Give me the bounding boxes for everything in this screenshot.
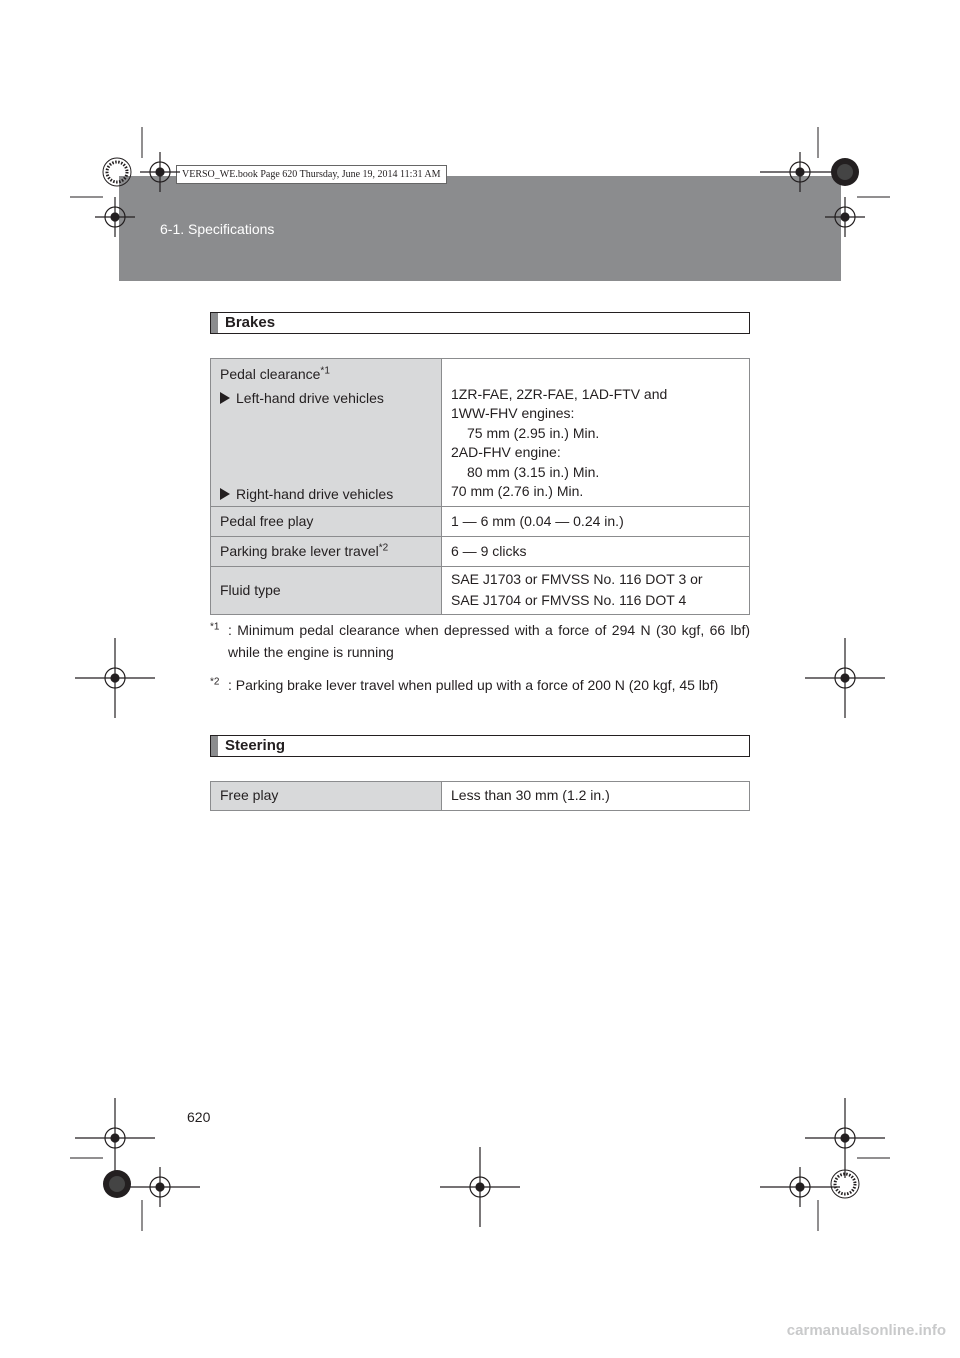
pedal-free-play-key: Pedal free play — [211, 507, 442, 537]
steering-free-play-key: Free play — [211, 782, 442, 811]
book-stamp: VERSO_WE.book Page 620 Thursday, June 19, 2014 11:31 AM — [176, 165, 447, 184]
footnote-1: $^{*1}$ : Minimum pedal clearance when depressed with a force of 294 N (30 kgf, 66 lbf) while the engine is running — [210, 621, 750, 660]
steering-heading-title: Steering — [225, 737, 286, 754]
steering-free-play-value: Less than 30 mm (1.2 in.) — [442, 782, 750, 811]
rhd-label: Right-hand drive vehicles — [220, 482, 432, 506]
section-label: 6-1. Specifications — [160, 221, 275, 237]
pedal-clearance-value: 1ZR-FAE, 2ZR-FAE, 1AD-FTV and 1WW-FHV engines: 75 mm (2.95 in.) Min. 2AD-FHV engine: 80 mm (3.15 in.) Min. 70 mm (2.76 in.) Min. — [442, 359, 750, 507]
lhd-label: Left-hand drive vehicles — [220, 386, 432, 410]
watermark: carmanualsonline.info — [786, 1322, 946, 1339]
footnote-2: $^{*2}$ : Parking brake lever travel when pulled up with a force of 200 N (20 kgf, 45 lbf) — [210, 676, 719, 693]
registration-target-icon — [103, 158, 859, 1198]
parking-brake-value: 6 — 9 clicks — [442, 537, 750, 567]
brakes-heading-title: Brakes — [225, 314, 276, 331]
parking-brake-key: Parking brake lever travel$^{*2}$ — [211, 537, 442, 567]
fluid-type-key: Fluid type — [211, 567, 442, 615]
fluid-type-value: SAE J1703 or FMVSS No. 116 DOT 3 or SAE J1704 or FMVSS No. 116 DOT 4 — [442, 567, 750, 615]
page-number: 620 — [187, 1109, 211, 1125]
crosshair-icon — [75, 152, 885, 1227]
pedal-free-play-value: 1 — 6 mm (0.04 — 0.24 in.) — [442, 507, 750, 537]
pedal-clearance-label: Pedal clearance$^{*1}$ — [220, 365, 330, 382]
